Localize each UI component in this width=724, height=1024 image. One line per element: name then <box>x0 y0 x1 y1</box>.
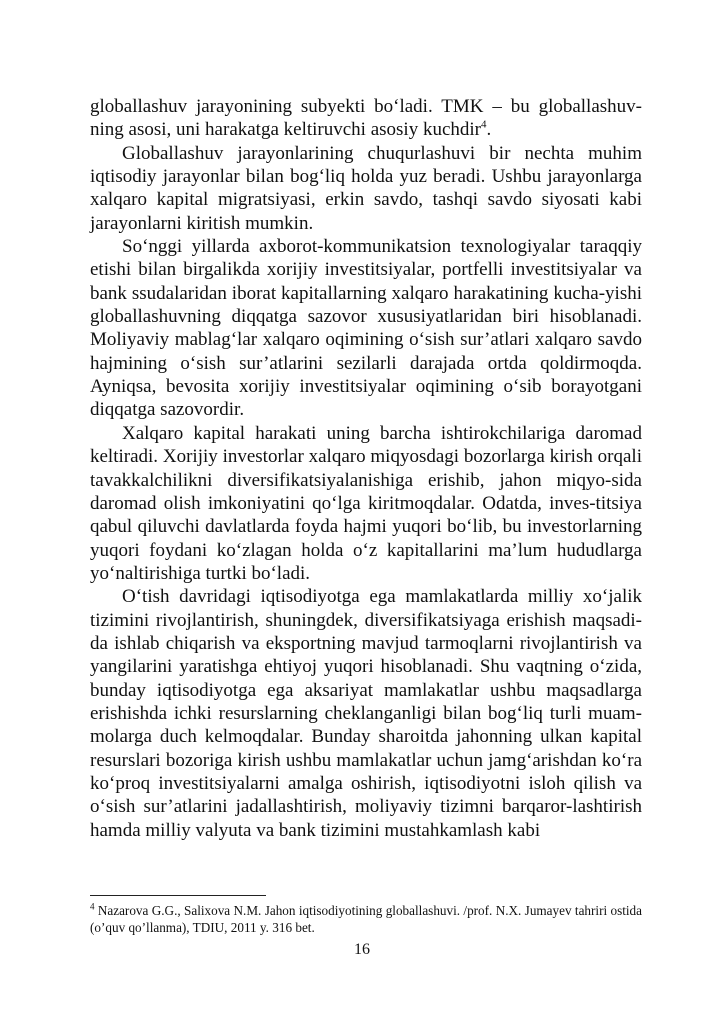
footnote <box>90 902 642 936</box>
footnote-text: Nazarova G.G., Salixova N.M. Jahon iqtisodiyotining globallashuvi. /prof. N.X. Jumayev tahriri ostida (o’quv qo’llanma), TDIU, 2011 y. 316 bet. <box>90 903 642 935</box>
paragraph-5: O‘tish davridagi iqtisodiyotga ega mamlakatlarda milliy xo‘jalik tizimini rivojlantirish, shuningdek, diversifikatsiyaga erishish maqsadi-da ishlab chiqarish va eksportning mavjud tarmoqlarni rivojlantirish va yangilarini yaratishga ehtiyoj yuqori hisoblanadi. Shu vaqtning o‘zida, bunday iqtisodiyotga ega aksariyat mamlakatlar ushbu maqsadlarga erishishda ichki resurslarning cheklanganligi bilan bog‘liq turli muam-molarga duch kelmoqdalar. Bunday sharoitda jahonning ulkan kapital resurslari bozoriga kirish ushbu mamlakatlar uchun jamg‘arishdan ko‘ra ko‘proq investitsiyalarni amalga oshirish, iqtisodiyotni isloh qilish va o‘sish sur’atlarini jadallashtirish, moliyaviy tizimni barqaror-lashtirish hamda milliy valyuta va bank tizimini mustahkamlash kabi <box>90 586 642 841</box>
paragraph-1-tail: . <box>486 119 492 141</box>
page-number: 16 <box>354 941 370 958</box>
footnote-reference[interactable]: 4 <box>481 119 487 132</box>
page-body <box>90 95 642 842</box>
footnote-separator <box>90 895 266 896</box>
paragraph-3: So‘nggi yillarda axborot-kommunikatsion texnologiyalar taraqqiy etishi bilan birgalikda xorijiy investitsiyalar, portfelli investitsiyalar va bank ssudalaridan iborat kapitallarning xalqaro harakatining kucha-yishi globallashuvning diqqatga sazovor xususiyatlaridan biri hisoblanadi. Moliyaviy mablag‘lar xalqaro oqimining o‘sish sur’atlari xalqaro savdo hajmining o‘sish sur’atlarini sezilarli darajada ortda qoldirmoqda. Ayniqsa, bevosita xorijiy investitsiyalar oqimining o‘sib borayotgani diqqatga sazovordir. <box>90 236 642 421</box>
paragraph-1 <box>90 95 642 142</box>
paragraph-1-text: globallashuv jarayonining subyekti bo‘ladi. TMK – bu globallashuv-ning asosi, uni harakatga keltiruvchi asosiy kuchdir <box>90 96 642 141</box>
paragraph-2: Globallashuv jarayonlarining chuqurlashuvi bir nechta muhim iqtisodiy jarayonlar bilan bog‘liq holda yuz beradi. Ushbu jarayonlarga xalqaro kapital migratsiyasi, erkin savdo, tashqi savdo siyosati kabi jarayonlarni kiritish mumkin. <box>90 142 642 234</box>
footnote-number: 4 <box>90 901 95 912</box>
paragraph-4: Xalqaro kapital harakati uning barcha ishtirokchilariga daromad keltiradi. Xorijiy investorlar xalqaro miqyosdagi bozorlarga kirish orqali tavakkalchilikni diversifikatsiyalanishiga erishib, jahon miqyo-sida daromad olish imkoniyatini qo‘lga kiritmoqdalar. Odatda, inves-titsiya qabul qiluvchi davlatlarda foyda hajmi yuqori bo‘lib, bu investorlarning yuqori foydani ko‘zlagan holda o‘z kapitallarini ma’lum hududlarga yo‘naltirishiga turtki bo‘ladi. <box>90 422 642 584</box>
